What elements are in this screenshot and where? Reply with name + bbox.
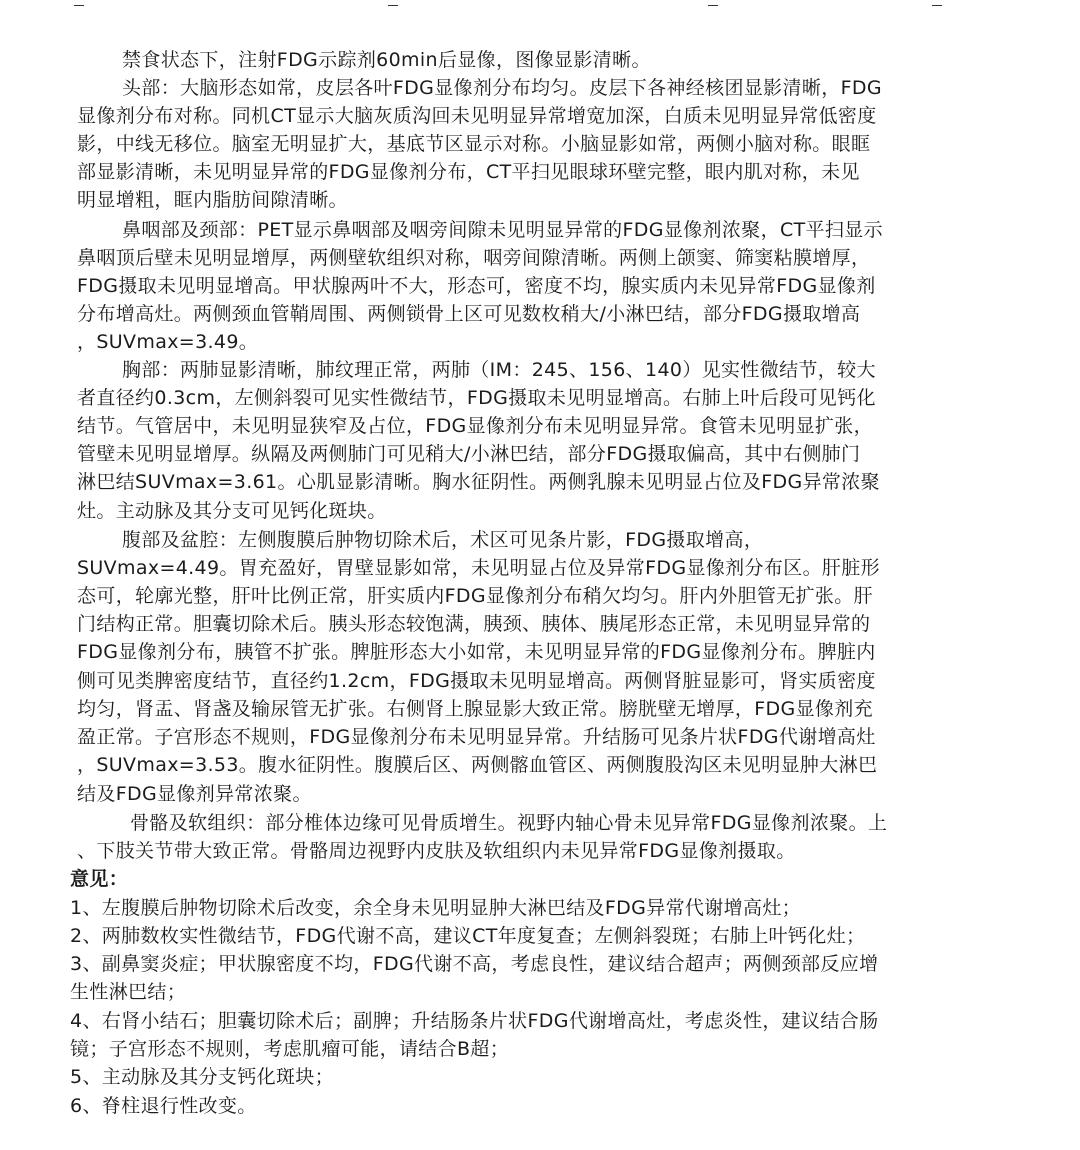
body-line-5: 部显影清晰，未见明显异常的FDG显像剂分布，CT平扫见眼球环壁完整，眼内肌对称，未见 — [77, 161, 860, 183]
opinion-heading: 意见： — [70, 868, 129, 890]
body-line-18: 腹部及盆腔：左侧腹膜后肿物切除术后，术区可见条片影，FDG摄取增高， — [122, 529, 764, 551]
opinion-line-3: 3、副鼻窦炎症；甲状腺密度不均，FDG代谢不高，考虑良性，建议结合超声；两侧颈部反应增 — [70, 953, 879, 975]
body-line-14: 结节。气管居中，未见明显狭窄及占位，FDG显像剂分布未见明显异常。食管未见明显扩张， — [77, 415, 873, 437]
body-line-20: 态可，轮廓光整，肝叶比例正常，肝实质内FDG显像剂分布稍欠均匀。肝内外胆管无扩张。肝 — [77, 585, 873, 607]
body-line-10: 分布增高灶。两侧颈血管鞘周围、两侧锁骨上区可见数枚稍大/小淋巴结，部分FDG摄取增高 — [77, 303, 861, 325]
body-line-12: 胸部：两肺显影清晰，肺纹理正常，两肺（IM：245、156、140）见实性微结节，较大 — [122, 359, 876, 381]
body-line-27: 结及FDG显像剂异常浓聚。 — [77, 783, 312, 805]
opinion-line-4: 生性淋巴结； — [70, 981, 187, 1003]
body-line-19: SUVmax=4.49。胃充盈好，胃壁显影如常，未见明显占位及异常FDG显像剂分布区。肝脏形 — [77, 557, 880, 579]
opinion-line-5: 4、右肾小结石；胆囊切除术后；副脾；升结肠条片状FDG代谢增高灶，考虑炎性，建议结合肠 — [70, 1010, 879, 1032]
body-line-9: FDG摄取未见明显增高。甲状腺两叶不大，形态可，密度不均，腺实质内未见异常FDG显像剂 — [77, 275, 876, 297]
opinion-line-6: 镜；子宫形态不规则，考虑肌瘤可能，请结合B超； — [70, 1038, 510, 1060]
body-line-26: ，SUVmax=3.53。腹水征阴性。腹膜后区、两侧髂血管区、两侧腹股沟区未见明显肿大淋巴 — [77, 754, 878, 776]
cropped-previous-line — [0, 0, 1080, 6]
body-line-13: 者直径约0.3cm，左侧斜裂可见实性微结节，FDG摄取未见明显增高。右肺上叶后段可见钙化 — [77, 387, 876, 409]
body-line-11: ，SUVmax=3.49。 — [77, 331, 259, 353]
body-line-6: 明显增粗，眶内脂肪间隙清晰。 — [77, 189, 348, 211]
opinion-line-7: 5、主动脉及其分支钙化斑块； — [70, 1066, 334, 1088]
body-line-1: 禁食状态下，注射FDG示踪剂60min后显像，图像显影清晰。 — [122, 49, 651, 71]
body-line-15: 管壁未见明显增厚。纵隔及两侧肺门可见稍大/小淋巴结，部分FDG摄取偏高，其中右侧肺门 — [77, 443, 861, 465]
body-line-17: 灶。主动脉及其分支可见钙化斑块。 — [77, 500, 387, 522]
body-line-8: 鼻咽顶后壁未见明显增厚，两侧壁软组织对称，咽旁间隙清晰。两侧上颌窦、筛窦粘膜增厚， — [77, 247, 871, 269]
body-line-22: FDG显像剂分布，胰管不扩张。脾脏形态大小如常，未见明显异常的FDG显像剂分布。脾脏内 — [77, 641, 876, 663]
body-line-21: 门结构正常。胆囊切除术后。胰头形态较饱满，胰颈、胰体、胰尾形态正常，未见明显异常的 — [77, 613, 871, 635]
body-line-7: 鼻咽部及颈部：PET显示鼻咽部及咽旁间隙未见明显异常的FDG显像剂浓聚，CT平扫显示 — [122, 219, 883, 241]
body-line-24: 均匀，肾盂、肾盏及输尿管无扩张。右侧肾上腺显影大致正常。膀胱壁无增厚，FDG显像剂充 — [77, 698, 873, 720]
opinion-line-2: 2、两肺数枚实性微结节，FDG代谢不高，建议CT年度复查；左侧斜裂斑；右肺上叶钙化灶； — [70, 925, 866, 947]
body-line-25: 盈正常。子宫形态不规则，FDG显像剂分布未见明显异常。升结肠可见条片状FDG代谢增高灶 — [77, 726, 876, 748]
body-line-28: 骨骼及软组织：部分椎体边缘可见骨质增生。视野内轴心骨未见异常FDG显像剂浓聚。上 — [130, 812, 888, 834]
body-line-2: 头部：大脑形态如常，皮层各叶FDG显像剂分布均匀。皮层下各神经核团显影清晰，FDG — [122, 77, 882, 99]
body-line-4: 影，中线无移位。脑室无明显扩大，基底节区显示对称。小脑显影如常，两侧小脑对称。眼眶 — [77, 133, 871, 155]
body-line-16: 淋巴结SUVmax=3.61。心肌显影清晰。胸水征阴性。两侧乳腺未见明显占位及FDG异常浓聚 — [77, 471, 880, 493]
body-line-23: 侧可见类脾密度结节，直径约1.2cm，FDG摄取未见明显增高。两侧肾脏显影可，肾实质密度 — [77, 670, 876, 692]
body-line-3: 显像剂分布对称。同机CT显示大脑灰质沟回未见明显异常增宽加深，白质未见明显异常低密度 — [77, 105, 877, 127]
opinion-line-8: 6、脊柱退行性改变。 — [70, 1095, 257, 1117]
opinion-line-1: 1、左腹膜后肿物切除术后改变，余全身未见明显肿大淋巴结及FDG异常代谢增高灶； — [70, 897, 802, 919]
body-line-29: 、下肢关节带大致正常。骨骼周边视野内皮肤及软组织内未见异常FDG显像剂摄取。 — [77, 840, 796, 862]
